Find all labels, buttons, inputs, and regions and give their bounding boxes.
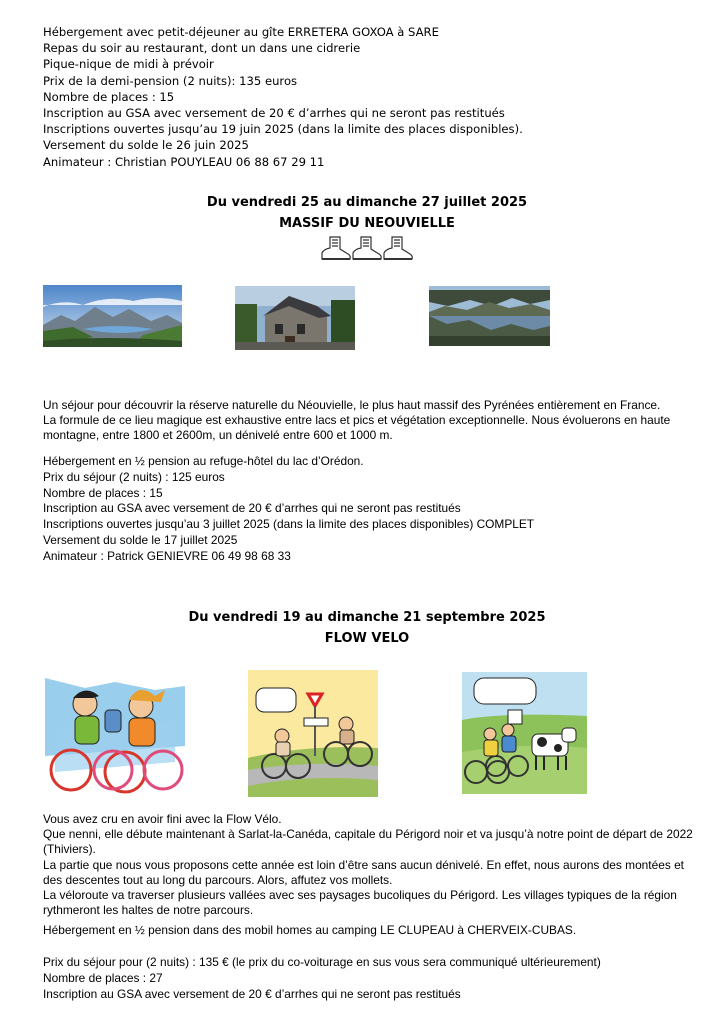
flow-velo-detail-line: Prix du séjour pour (2 nuits) : 135 € (le prix du co-voiturage en sus vous sera communiqué ultérieurement) bbox=[43, 955, 601, 969]
neouvielle-details bbox=[43, 454, 703, 565]
top-info-line: Hébergement avec petit-déjeuner au gîte ERRETERA GOXOA à SARE bbox=[43, 25, 439, 39]
hiking-boots-icon bbox=[319, 234, 413, 264]
neouvielle-detail-line: Animateur : Patrick GENIEVRE 06 49 98 68 33 bbox=[43, 548, 291, 563]
cartoon-road-sign-cyclists bbox=[248, 670, 378, 797]
cartoon-two-cyclists bbox=[45, 670, 185, 798]
top-info-line: Animateur : Christian POUYLEAU 06 88 67 29 11 bbox=[43, 154, 325, 169]
top-info-line: Repas du soir au restaurant, dont un dans une cidrerie bbox=[43, 41, 361, 56]
top-info-line: Versement du solde le 26 juin 2025 bbox=[43, 138, 249, 153]
flow-velo-date-heading: Du vendredi 19 au dimanche 21 septembre 2025 bbox=[188, 610, 546, 625]
photo-mountain-reflection bbox=[429, 286, 550, 346]
cartoon-cyclists-cow bbox=[462, 672, 587, 794]
neouvielle-detail-line: Inscriptions ouvertes jusqu’au 3 juillet 2025 (dans la limite des places disponibles) COMPLET bbox=[43, 517, 535, 532]
photo-refuge-hotel bbox=[235, 286, 355, 350]
photo-mountain-lake bbox=[43, 285, 182, 347]
top-info-line: Inscription au GSA avec versement de 20 € d’arrhes qui ne seront pas restitués bbox=[43, 106, 505, 121]
flow-velo-description-line: Que nenni, elle débute maintenant à Sarlat-la-Canéda, capitale du Périgord noir et va jusqu’à notre point de départ de 2022 (Thiviers). bbox=[43, 827, 693, 857]
top-info-line: Pique-nique de midi à prévoir bbox=[43, 57, 214, 72]
flow-velo-description-line: La véloroute va traverser plusieurs vallées avec ses paysages bucoliques du Périgord. Les villages typiques de la région rythmeront les haltes de notre parcours. bbox=[43, 888, 677, 918]
flow-velo-details bbox=[43, 955, 703, 1002]
top-info-block bbox=[43, 24, 703, 170]
neouvielle-date-heading: Du vendredi 25 au dimanche 27 juillet 2025 bbox=[206, 195, 528, 210]
flow-velo-detail-line: Inscription au GSA avec versement de 20 € d’arrhes qui ne seront pas restitués bbox=[43, 986, 461, 1001]
neouvielle-detail-line: Hébergement en ½ pension au refuge-hôtel du lac d’Orédon. bbox=[43, 454, 364, 468]
neouvielle-detail-line: Nombre de places : 15 bbox=[43, 485, 163, 500]
top-info-line: Prix de la demi-pension (2 nuits): 135 euros bbox=[43, 73, 298, 88]
flow-velo-lodging: Hébergement en ½ pension dans des mobil homes au camping LE CLUPEAU à CHERVEIX-CUBAS. bbox=[43, 923, 577, 937]
neouvielle-detail-line: Prix du séjour (2 nuits) : 125 euros bbox=[43, 469, 225, 484]
flow-velo-description bbox=[43, 812, 703, 918]
top-info-line: Nombre de places : 15 bbox=[43, 89, 175, 104]
flow-velo-title-heading: FLOW VELO bbox=[324, 631, 410, 646]
neouvielle-title-heading: MASSIF DU NEOUVIELLE bbox=[279, 216, 455, 231]
neouvielle-detail-line: Versement du solde le 17 juillet 2025 bbox=[43, 532, 238, 547]
top-info-line: Inscriptions ouvertes jusqu’au 19 juin 2025 (dans la limite des places disponibles). bbox=[43, 122, 523, 137]
flow-velo-description-line: La partie que nous vous proposons cette année est loin d’être sans aucun dénivelé. En effet, nous aurons des montées et des descentes tout au long du parcours. Alors, affutez vos mollets. bbox=[43, 857, 684, 887]
flow-velo-detail-line: Nombre de places : 27 bbox=[43, 970, 163, 985]
neouvielle-detail-line: Inscription au GSA avec versement de 20 € d’arrhes qui ne seront pas restitués bbox=[43, 501, 461, 516]
flow-velo-description-line: Vous avez cru en avoir fini avec la Flow Vélo. bbox=[43, 812, 282, 826]
neouvielle-description bbox=[43, 398, 703, 444]
neouvielle-description-line: La formule de ce lieu magique est exhaustive entre lacs et pics et végétation exceptionnelle. Nous évoluerons en haute montagne, entre 1800 et 2600m, un dénivelé entre 600 et 1000 m. bbox=[43, 413, 671, 443]
neouvielle-description-line: Un séjour pour découvrir la réserve naturelle du Néouvielle, le plus haut massif des Pyrénées entièrement en France. bbox=[43, 398, 661, 412]
